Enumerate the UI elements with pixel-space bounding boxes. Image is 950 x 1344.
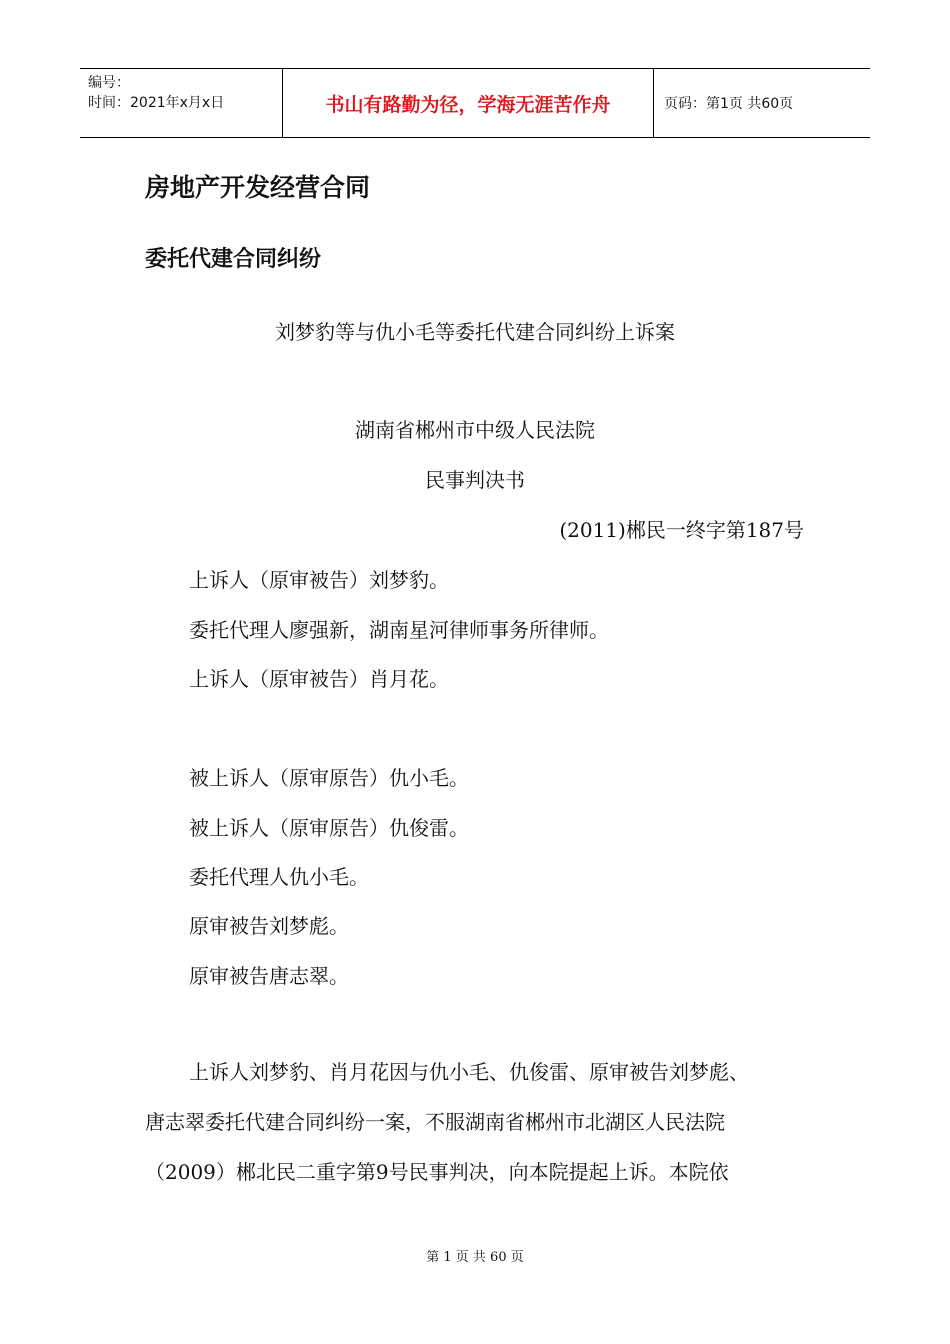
body-line: （2009）郴北民二重字第9号民事判决，向本院提起上诉。本院依 <box>145 1160 729 1184</box>
doc-type: 民事判决书 <box>425 468 525 492</box>
party-line: 被上诉人（原审原告）仇俊雷。 <box>189 816 469 840</box>
party-line: 被上诉人（原审原告）仇小毛。 <box>189 766 469 790</box>
party-line: 上诉人（原审被告）刘梦豹。 <box>189 568 449 592</box>
case-title: 刘梦豹等与仇小毛等委托代建合同纠纷上诉案 <box>275 320 675 344</box>
time-label: 时间：2021年x月x日 <box>88 95 225 111</box>
header-meta <box>80 69 282 137</box>
number-label: 编号： <box>88 75 130 91</box>
case-number: (2011)郴民一终字第187号 <box>559 518 804 542</box>
party-line: 上诉人（原审被告）肖月花。 <box>189 667 449 691</box>
document-title: 房地产开发经营合同 <box>145 173 371 202</box>
body-line: 上诉人刘梦豹、肖月花因与仇小毛、仇俊雷、原审被告刘梦彪、 <box>189 1060 749 1084</box>
party-line: 原审被告刘梦彪。 <box>189 914 349 938</box>
document-subtitle: 委托代建合同纠纷 <box>145 247 322 272</box>
header-motto: 书山有路勤为径，学海无涯苦作舟 <box>282 69 654 137</box>
party-line: 原审被告唐志翠。 <box>189 964 349 988</box>
page-footer: 第 1 页 共 60 页 <box>426 1250 524 1265</box>
court-name: 湖南省郴州市中级人民法院 <box>355 418 595 442</box>
party-line: 委托代理人廖强新，湖南星河律师事务所律师。 <box>189 618 609 642</box>
body-line: 唐志翠委托代建合同纠纷一案，不服湖南省郴州市北湖区人民法院 <box>145 1110 725 1134</box>
body-paragraph <box>145 1047 810 1197</box>
page-header <box>80 68 870 138</box>
header-page-number: 页码：第1页 共60页 <box>664 96 794 112</box>
party-line: 委托代理人仇小毛。 <box>189 865 369 889</box>
